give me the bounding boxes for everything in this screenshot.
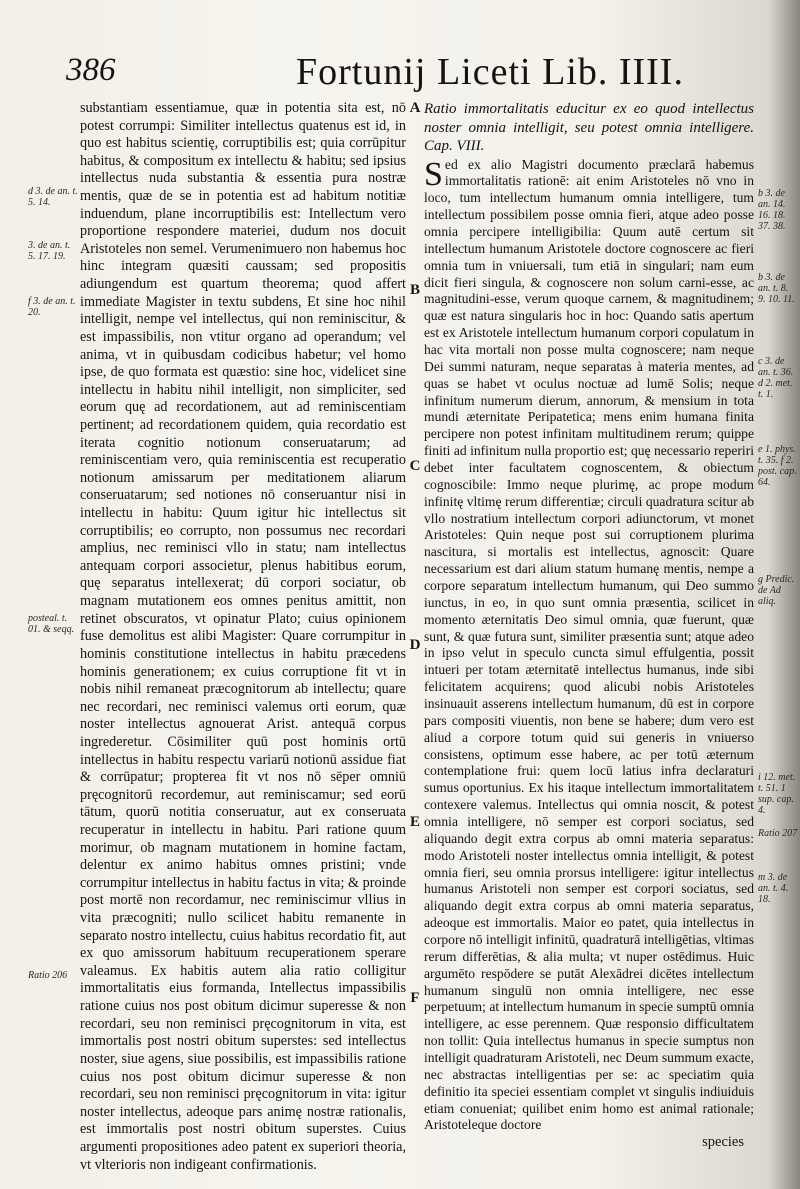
chapter-title: Ratio immortalitatis educitur ex eo quod intellectus noster omnia intelligit, seu potest omnia intelligere. Cap. VIII. [424,101,754,154]
margin-note-left: 3. de an. t. 5. 17. 19. [28,240,71,262]
margin-note-left: posteal. t. 01. & seqq. [28,613,75,635]
section-letter: D [409,637,421,653]
drop-capital: S [424,155,443,193]
right-column-text: ed ex alio Magistri documento præclarā habemus immortalitatis rationē: ait enim Aristoteles nō vno in loco, tum intellectum humanum omnia intelligere, tum intellectum possibilem posse omnia fieri, atque adeo posse omnia percipere intelligibilia: Quum autē certum sit intellectum humanum Aristotele doctore cognoscere ac fieri omnia tum in vniuersali, tum etiā in singulari; nam eum dicit fieri singula, & cognoscere non solum carni-esse, ac magnitudini-esse, verum quoque carnem, & magnitudinem; quæ est natura singularis hoc in hoc: Quando satis apertum est ex Aristotele intellectum humanum corpori copulatum in hac vita mortali non posse multa cognoscere; nam neque Dei summi naturam, neque separatas à materia mentes, ad quas se habet vt oculus noctuæ ad lumē Solis; neque infinitum numerum dierum, annorum, & mensium in tota mundi æternitate Peripatetica; mens enim humana finita percipere non potest infinitam multitudinem rerum; quippe finiti ad infinitum nulla proportio est; quę necessario reperiri debet inter facultatem cognoscentem, & obiectum cognoscibile: Immo neque plurimę, ac prope modum infinitę vltimę rerum differentiæ; circuli quadratura scitur ab vllo nostratium intellectum corpori adiunctorum, vt monet Aristoteles: Quin neque post sui corruptionem plurima nascitura, si mortalis est intellectus, agnoscit: Quare necessarium est dari alium statum humanę mentis, nempe a corpore separatum intellectum humanum, qui Deo summo iunctus, in eo, in quo sunt omnia præsentia, scilicet in momento æternitatis Deo simul omnia, quæ fuerunt, quæ sunt, & quæ futura sunt, similiter præsentia sunt; atque adeo in ipso velut in speculo cuncta simul effulgentia, possit intueri per totam æternitatē intellectus humanus, inde sibi felicitatem acquirens; quod alicubi nobis Aristoteles insinuauit asserens intellectum humanum, dū est in corpore pars compositi viuentis, non bene se habere; dum vero est aliud a corpore totum quid sui generis in vniuerso consistens, optimum esse habere, ac per totū æternum contemplatione frui: quem locū latius infra declaraturi sumus oportunius. Ex his itaque intellectum immortalitatem contexere valemus. Intellectus qui omnia noscit, & potest omnia intelligere, nō semper est corpori sociatus, sed aliquando degit extra corpus ab omni materia separatus: modo Aristoteli noster intellectus omnia intelligit, & potest omnia fieri, seu omnia prorsus intelligere: igitur intellectus humanus Aristoteli non semper est corpori sociatus, sed aliquando degit extra corpus ab omni materia separatus, adeoque est immortalis. Maior eo patet, quia intellectus in corpore nō intelligit infinitū, quadraturā intelligētias, vltimas rerum differētias, & alia multa; vt nuper ostēdimus. Huic argumēto respōdere se putāt Alexādrei dicētes intellectum humanum singulū non omnia intelligere, nec esse perpetuum; at intellectum humanum in specie sumptū omnia intelligere, ac esse perennem. Quæ responsio difficultatem non tollit: Quia intellectus humanus in specie sumptus non intelligit quadraturam Aristoteli, nec Deum summum exacte, nec abstractas intelligentias per se: ac speciatim quia definitio ita speciei essentiam complet vt singulis indiuiduis etiam conueniat; quilibet enim homo est animal rationale; Aristoteleque doctore [424,156,754,1133]
page-header [0,50,800,100]
left-column [80,100,406,1174]
left-column-text: substantiam essentiamue, quæ in potentia sita est, nō potest corrumpi: Similiter intellectus quatenus est id, in quo est habitus scientię, corruptibilis est; quia corrūpitur habitus, & compositum ex intellectu & habitu; sed ipsius intellectus nuda substantia & essentia pura nostræ mentis, quæ de se in potentia est ad habitum notitiæ induendum, plane incorruptibilis est: Intellectum vero proportione respondere materiei, dudum nos docuit Aristoteles non semel. Verumenimuero non habemus hoc hinc integram quæsiti caussam; sed propositis adiungendum est quartum theorema; quod affert immediate Magister in textu subdens, Et sine hoc nihil intelligit, nempe vel intellectus, qui non reminiscitur, & est impassibilis, non vtitur organo ad operandum; vel anima, vt in quibusdam codicibus habetur; vel homo ipse, de quo formata est quæstio: sine hoc, videlicet sine intellectu in habitu nihil intelligit, non simpliciter, sed eorum quę ad recordationem, aut ad reminiscentiam pertinent; ad recordationem quidem, quia recordatio est iterata cognitio notionum conseruatarum; ad reminiscentiam vero, quia reminiscentia est recuperatio notionum amissarum per meditationem aliarum conseruatarum; sed notiones nō conseruantur nisi in intellectu in habitu: Quum igitur hic intellectus sit corruptibilis; eo corrupto, non possumus nec recordari amplius, nec reminisci vllo in statu; nam intellectus antequam corpori associetur, plenus habitibus eorum, quę separatus intellexerat; dū corpori sociatur, ob magnam mutationem eos omnes penitus amittit, non retinet obscuratos, vt opinatur Plato; cuius opinionem fuse demolitus est alibi Magister: Quare corrumpitur in hominis constitutione intellectus in habitu præcedens hominis generationem; ex cuius corruptione fit vt in nobis nihil remaneat præcognitorum ab intellectu; quare nec recordari, nec reminisci valemus orti eorum, quæ noster intellectus agnouerat Arist. antequā corpus ingrederetur. Cōsimiliter quū post hominis ortū intellectus in habitu respectu variarū notionū assidue fiat & corrūpatur; propterea fit vt nos nō sēper omniū pręcognitorū recordemur, aut reminiscamur; sed eorū tātum, quorū notitia conseruatur, aut ex conseruata recuperatur in intellectu in habitu. Pari ratione quum morimur, ob magnam mutationem in homine factam, delentur ex animo habitus omnes pristini; vnde corrumpitur intellectus in habitu factus in vita; & proinde post mortē non recordamur, nec reminiscimur vllius in vita præcogniti; nullo scilicet habitu remanente in separato nostro intellectu, cuius habitus recordatio fit, aut ex quo amissorum habituum recuperationem sperare valeamus. Ex habitis autem alia ratio colligitur immortalitatis eius formanda, Intellectus impassibilis ratione cuius nos post obitum dicimur superesse & non recordari, seu non reminisci pręcognitorum in vita, est immortalis post nostri obitum superstes: sed intellectus noster, siue agens, siue possibilis, est impassibilis ratione cuius nos post obitum dicimur superesse & non recordari, seu non reminisci pręcognitorum in vita: igitur noster intellectus, adeoque pars animę nostræ rationalis, est immortalis post nostri obitum superstes. Cuius argumenti propositiones adeo patent ex superiori theoria, vt vlterioris non indigeant confirmationis. [80,100,406,1173]
section-letter: C [409,458,421,474]
margin-note-left: Ratio 206 [28,970,68,981]
section-letter: F [410,990,420,1006]
margin-note-right: Ratio 207 [758,828,798,839]
margin-note-right: b 3. de an. 14. 16. 18. 37. 38. [758,188,786,232]
margin-note-right: g Predic. de Ad aliq. [758,574,795,607]
margin-note-left: d 3. de an. t. 5. 14. [28,186,78,208]
margin-note-right: e 1. phys. t. 35. f 2. post. cap. 64. [758,444,797,488]
margin-note-right: b 3. de an. t. 8. 9. 10. 11. [758,272,795,305]
running-title: Fortunij Liceti Lib. IIII. [296,51,684,93]
margin-note-right: c 3. de an. t. 36. d 2. met. t. 1. [758,356,794,400]
section-letter: E [409,814,420,830]
page-number: 386 [66,52,116,88]
right-column [424,100,754,1151]
section-letter: A [409,100,421,116]
margin-note-right: i 12. met. t. 51. 1 sup. cap. 4. [758,772,796,816]
section-letter: B [409,282,420,298]
margin-note-right: m 3. de an. t. 4. 18. [758,872,789,905]
margin-note-left: f 3. de an. t. 20. [28,296,76,318]
catchword: species [702,1134,744,1151]
